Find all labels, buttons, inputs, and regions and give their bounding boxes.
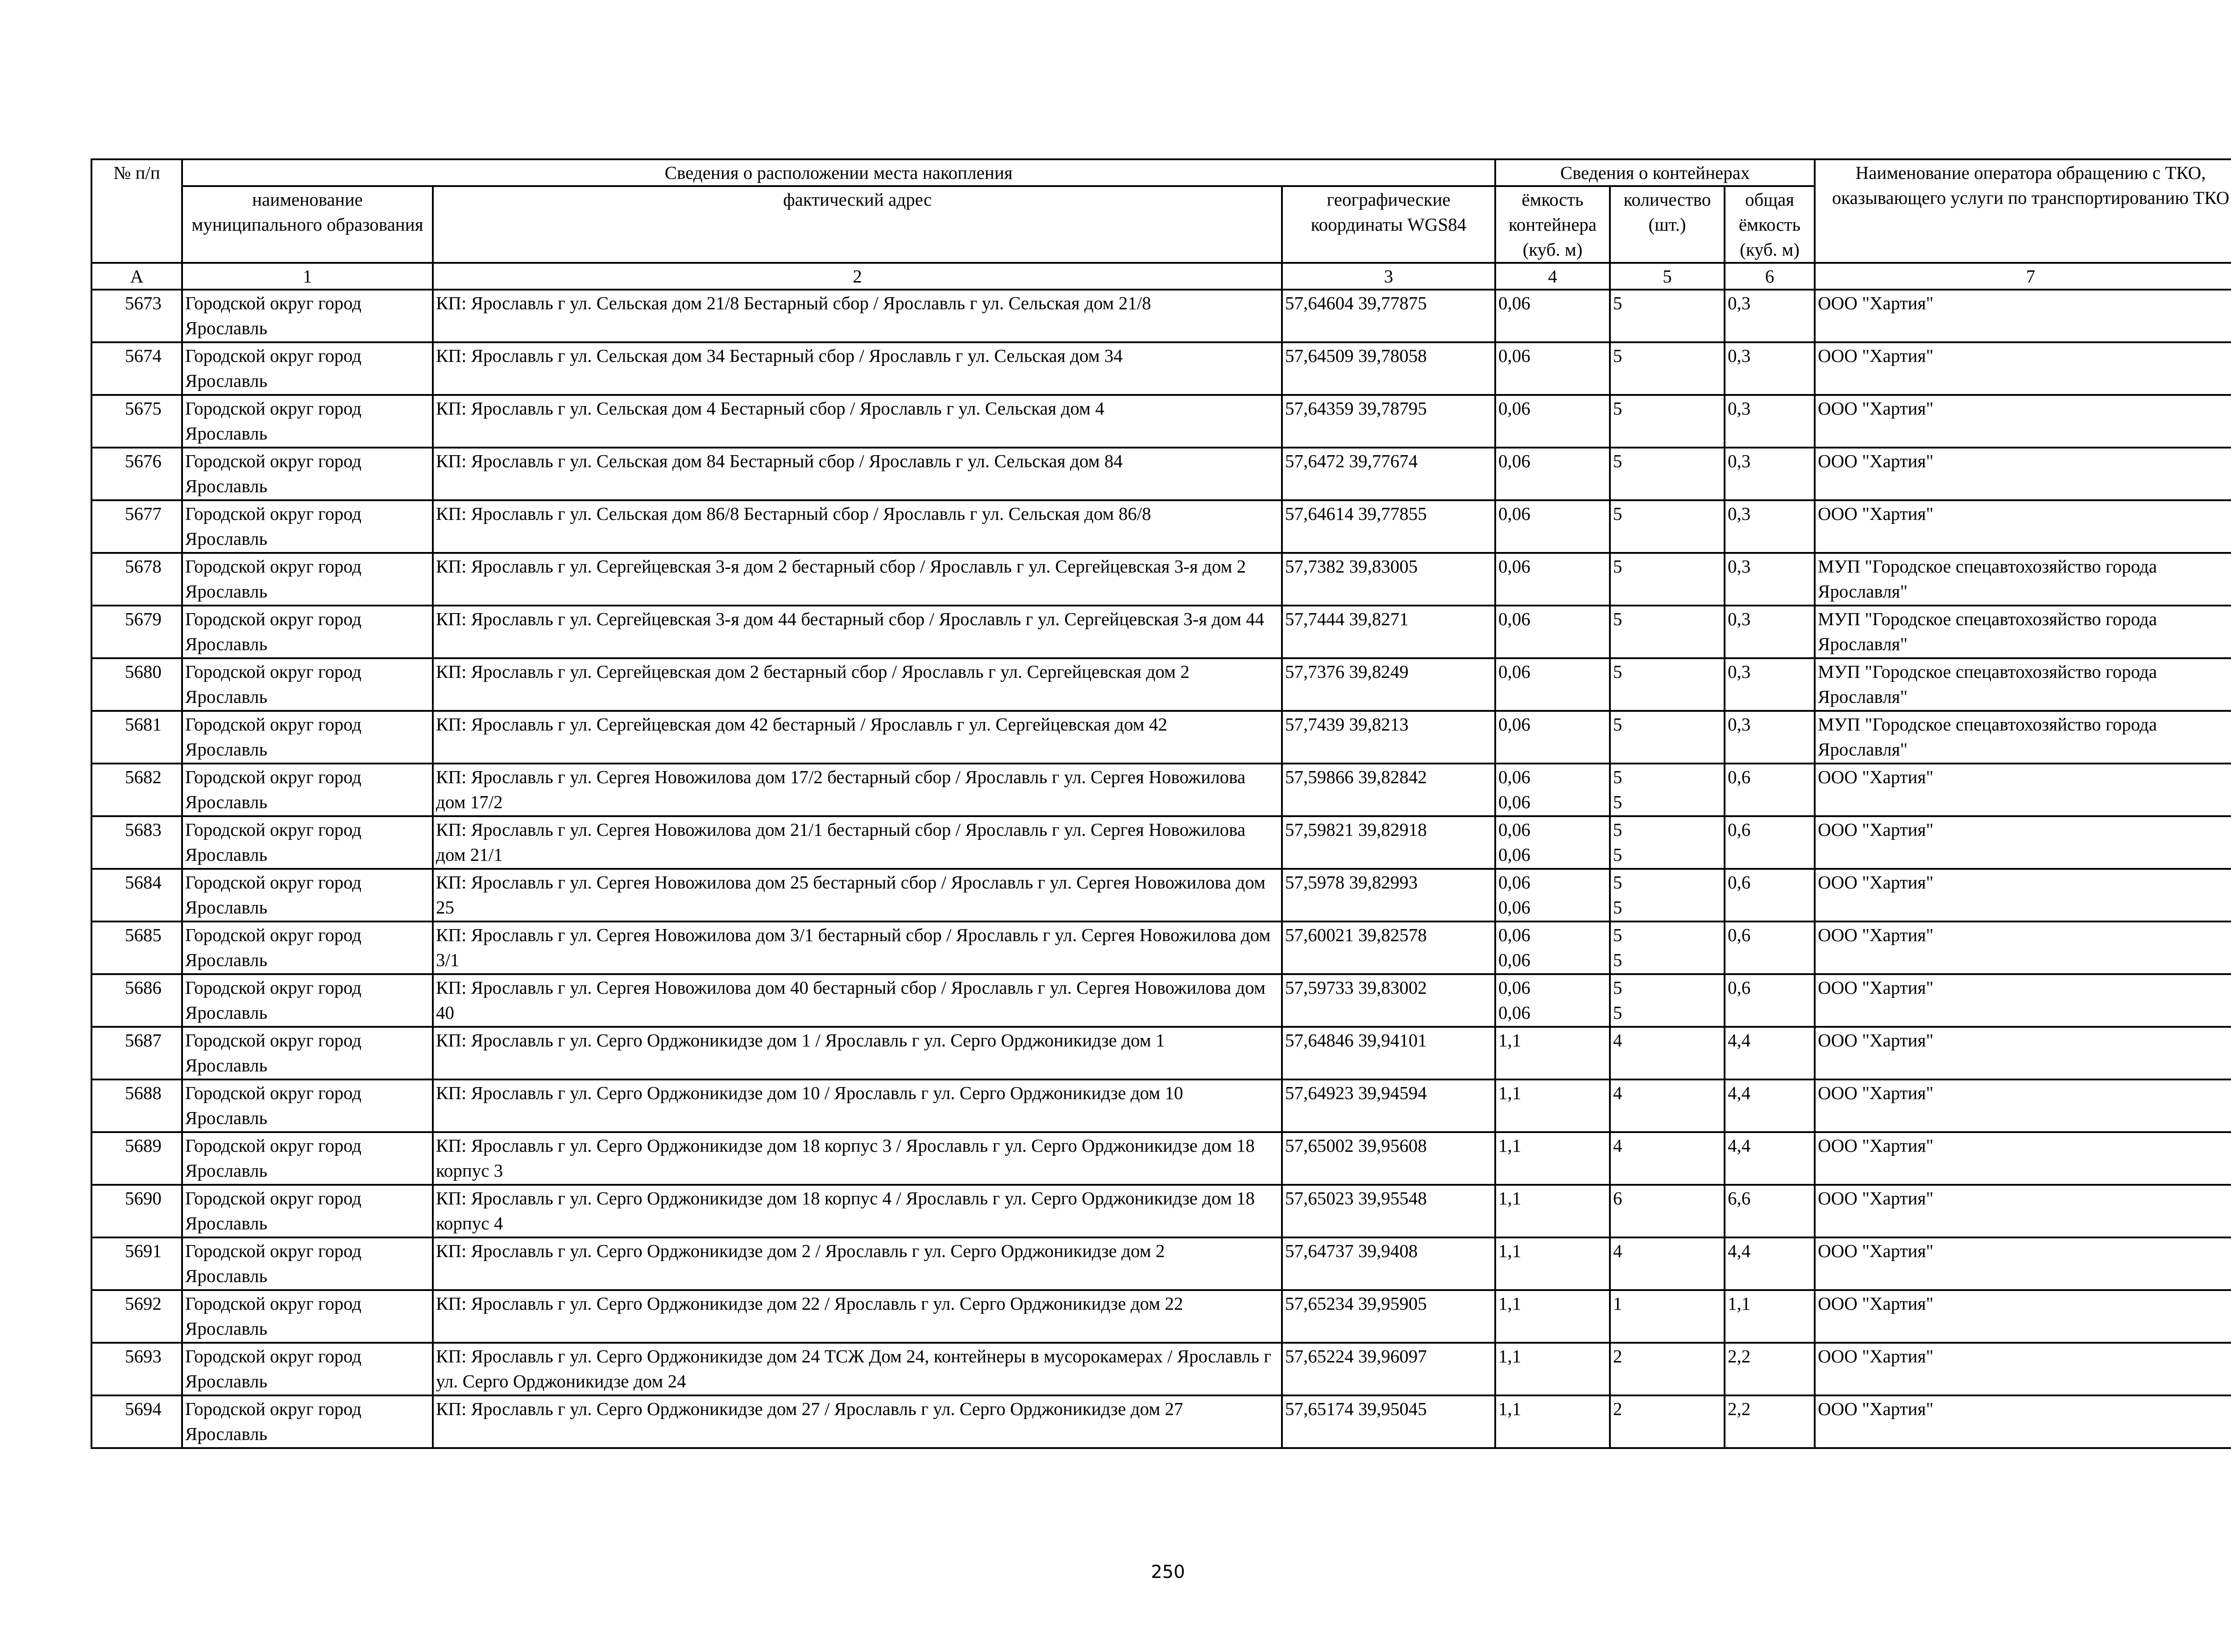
quantity-cell: 1 [1610, 1290, 1725, 1343]
row-number-cell: 5680 [91, 658, 182, 711]
operator-cell: МУП "Городское спецавтохозяйство города Ярославля" [1815, 658, 2231, 711]
coordinates-cell: 57,64604 39,77875 [1282, 290, 1495, 342]
municipality-cell: Городской округ город Ярославль [182, 606, 433, 658]
quantity-cell: 2 [1610, 1343, 1725, 1395]
municipality-cell: Городской округ город Ярославль [182, 816, 433, 869]
quantity-cell: 5 [1610, 290, 1725, 342]
row-number-cell: 5689 [91, 1132, 182, 1185]
quantity-cell: 5 5 [1610, 869, 1725, 921]
header-containers-group: Сведения о контейнерах [1495, 159, 1815, 186]
operator-cell: ООО "Хартия" [1815, 448, 2231, 500]
table-row [91, 711, 2231, 764]
table-row [91, 448, 2231, 500]
operator-cell: ООО "Хартия" [1815, 1132, 2231, 1185]
municipality-cell: Городской округ город Ярославль [182, 553, 433, 606]
coordinates-cell: 57,5978 39,82993 [1282, 869, 1495, 921]
address-cell: КП: Ярославль г ул. Сергейцевская дом 2 бестарный сбор / Ярославль г ул. Сергейцевская дом 2 [433, 658, 1282, 711]
header-coordinates: географические координаты WGS84 [1282, 186, 1495, 263]
quantity-cell: 6 [1610, 1185, 1725, 1237]
table-row [91, 395, 2231, 448]
total-capacity-cell: 0,3 [1725, 658, 1815, 711]
row-number-cell: 5682 [91, 764, 182, 816]
municipality-cell: Городской округ город Ярославль [182, 1079, 433, 1132]
total-capacity-cell: 4,4 [1725, 1132, 1815, 1185]
total-capacity-cell: 2,2 [1725, 1395, 1815, 1448]
total-capacity-cell: 0,3 [1725, 500, 1815, 553]
coordinates-cell: 57,60021 39,82578 [1282, 921, 1495, 974]
table-body [91, 290, 2231, 1448]
row-number-cell: 5681 [91, 711, 182, 764]
municipality-cell: Городской округ город Ярославль [182, 342, 433, 395]
table-row [91, 974, 2231, 1027]
row-number-cell: 5683 [91, 816, 182, 869]
capacity-cell: 0,06 [1495, 658, 1610, 711]
table-row [91, 290, 2231, 342]
total-capacity-cell: 6,6 [1725, 1185, 1815, 1237]
table-row [91, 1185, 2231, 1237]
column-index-cell: 5 [1610, 263, 1725, 290]
address-cell: КП: Ярославль г ул. Сельская дом 4 Бестарный сбор / Ярославль г ул. Сельская дом 4 [433, 395, 1282, 448]
operator-cell: ООО "Хартия" [1815, 1237, 2231, 1290]
table-header [91, 159, 2231, 290]
total-capacity-cell: 4,4 [1725, 1079, 1815, 1132]
address-cell: КП: Ярославль г ул. Сельская дом 21/8 Бестарный сбор / Ярославль г ул. Сельская дом 21/8 [433, 290, 1282, 342]
table-row [91, 816, 2231, 869]
capacity-cell: 0,06 [1495, 448, 1610, 500]
capacity-cell: 1,1 [1495, 1237, 1610, 1290]
capacity-cell: 1,1 [1495, 1290, 1610, 1343]
total-capacity-cell: 1,1 [1725, 1290, 1815, 1343]
address-cell: КП: Ярославль г ул. Серго Орджоникидзе дом 18 корпус 4 / Ярославль г ул. Серго Орджоникидзе дом 18 корпус 4 [433, 1185, 1282, 1237]
quantity-cell: 5 [1610, 606, 1725, 658]
municipality-cell: Городской округ город Ярославль [182, 974, 433, 1027]
quantity-cell: 5 [1610, 448, 1725, 500]
operator-cell: ООО "Хартия" [1815, 500, 2231, 553]
municipality-cell: Городской округ город Ярославль [182, 764, 433, 816]
capacity-cell: 0,06 0,06 [1495, 974, 1610, 1027]
table-row [91, 921, 2231, 974]
address-cell: КП: Ярославль г ул. Сергея Новожилова дом 21/1 бестарный сбор / Ярославль г ул. Сергея Новожилова дом 21/1 [433, 816, 1282, 869]
address-cell: КП: Ярославль г ул. Сельская дом 84 Бестарный сбор / Ярославль г ул. Сельская дом 84 [433, 448, 1282, 500]
row-number-cell: 5691 [91, 1237, 182, 1290]
capacity-cell: 0,06 [1495, 500, 1610, 553]
table-row [91, 1343, 2231, 1395]
row-number-cell: 5685 [91, 921, 182, 974]
header-location-group: Сведения о расположении места накопления [182, 159, 1495, 186]
header-operator: Наименование оператора обращению с ТКО, оказывающего услуги по транспортированию ТКО [1815, 159, 2231, 263]
quantity-cell: 5 [1610, 342, 1725, 395]
container-sites-table [91, 158, 2231, 1449]
column-index-cell: 3 [1282, 263, 1495, 290]
row-number-cell: 5692 [91, 1290, 182, 1343]
table-row [91, 500, 2231, 553]
capacity-cell: 1,1 [1495, 1395, 1610, 1448]
row-number-cell: 5674 [91, 342, 182, 395]
quantity-cell: 4 [1610, 1079, 1725, 1132]
municipality-cell: Городской округ город Ярославль [182, 658, 433, 711]
quantity-cell: 5 5 [1610, 764, 1725, 816]
coordinates-cell: 57,6472 39,77674 [1282, 448, 1495, 500]
capacity-cell: 1,1 [1495, 1185, 1610, 1237]
coordinates-cell: 57,64614 39,77855 [1282, 500, 1495, 553]
coordinates-cell: 57,64737 39,9408 [1282, 1237, 1495, 1290]
quantity-cell: 4 [1610, 1027, 1725, 1079]
row-number-cell: 5677 [91, 500, 182, 553]
address-cell: КП: Ярославль г ул. Сергея Новожилова дом 40 бестарный сбор / Ярославль г ул. Сергея Новожилова дом 40 [433, 974, 1282, 1027]
coordinates-cell: 57,7382 39,83005 [1282, 553, 1495, 606]
total-capacity-cell: 0,6 [1725, 764, 1815, 816]
municipality-cell: Городской округ город Ярославль [182, 1395, 433, 1448]
quantity-cell: 4 [1610, 1237, 1725, 1290]
header-municipality: наименование муниципального образования [182, 186, 433, 263]
operator-cell: МУП "Городское спецавтохозяйство города Ярославля" [1815, 606, 2231, 658]
address-cell: КП: Ярославль г ул. Серго Орджоникидзе дом 24 ТСЖ Дом 24, контейнеры в мусорокамерах / Ярославль г ул. Серго Орджоникидзе дом 24 [433, 1343, 1282, 1395]
table-row [91, 1237, 2231, 1290]
row-number-cell: 5684 [91, 869, 182, 921]
row-number-cell: 5673 [91, 290, 182, 342]
capacity-cell: 1,1 [1495, 1027, 1610, 1079]
header-row-number: № п/п [91, 159, 182, 263]
total-capacity-cell: 0,6 [1725, 869, 1815, 921]
total-capacity-cell: 0,3 [1725, 711, 1815, 764]
table-row [91, 553, 2231, 606]
column-index-cell: 6 [1725, 263, 1815, 290]
row-number-cell: 5675 [91, 395, 182, 448]
total-capacity-cell: 0,6 [1725, 974, 1815, 1027]
address-cell: КП: Ярославль г ул. Сергейцевская дом 42 бестарный / Ярославль г ул. Сергейцевская дом 42 [433, 711, 1282, 764]
capacity-cell: 1,1 [1495, 1132, 1610, 1185]
operator-cell: ООО "Хартия" [1815, 1079, 2231, 1132]
table-row [91, 606, 2231, 658]
operator-cell: ООО "Хартия" [1815, 816, 2231, 869]
coordinates-cell: 57,7444 39,8271 [1282, 606, 1495, 658]
total-capacity-cell: 0,3 [1725, 448, 1815, 500]
municipality-cell: Городской округ город Ярославль [182, 500, 433, 553]
coordinates-cell: 57,7376 39,8249 [1282, 658, 1495, 711]
operator-cell: ООО "Хартия" [1815, 1290, 2231, 1343]
address-cell: КП: Ярославль г ул. Сельская дом 34 Бестарный сбор / Ярославль г ул. Сельская дом 34 [433, 342, 1282, 395]
header-capacity: ёмкость контейнера (куб. м) [1495, 186, 1610, 263]
operator-cell: ООО "Хартия" [1815, 342, 2231, 395]
municipality-cell: Городской округ город Ярославль [182, 448, 433, 500]
row-number-cell: 5679 [91, 606, 182, 658]
header-address: фактический адрес [433, 186, 1282, 263]
total-capacity-cell: 4,4 [1725, 1237, 1815, 1290]
table-row [91, 658, 2231, 711]
capacity-cell: 1,1 [1495, 1079, 1610, 1132]
capacity-cell: 0,06 0,06 [1495, 921, 1610, 974]
row-number-cell: 5693 [91, 1343, 182, 1395]
table-row [91, 1395, 2231, 1448]
quantity-cell: 2 [1610, 1395, 1725, 1448]
address-cell: КП: Ярославль г ул. Серго Орджоникидзе дом 1 / Ярославль г ул. Серго Орджоникидзе дом 1 [433, 1027, 1282, 1079]
capacity-cell: 0,06 [1495, 290, 1610, 342]
operator-cell: ООО "Хартия" [1815, 764, 2231, 816]
coordinates-cell: 57,59866 39,82842 [1282, 764, 1495, 816]
row-number-cell: 5688 [91, 1079, 182, 1132]
capacity-cell: 0,06 [1495, 395, 1610, 448]
municipality-cell: Городской округ город Ярославль [182, 290, 433, 342]
quantity-cell: 5 5 [1610, 974, 1725, 1027]
coordinates-cell: 57,64509 39,78058 [1282, 342, 1495, 395]
coordinates-cell: 57,65174 39,95045 [1282, 1395, 1495, 1448]
operator-cell: ООО "Хартия" [1815, 1343, 2231, 1395]
municipality-cell: Городской округ город Ярославль [182, 869, 433, 921]
address-cell: КП: Ярославль г ул. Сергея Новожилова дом 25 бестарный сбор / Ярославль г ул. Сергея Новожилова дом 25 [433, 869, 1282, 921]
quantity-cell: 5 [1610, 711, 1725, 764]
address-cell: КП: Ярославль г ул. Серго Орджоникидзе дом 2 / Ярославль г ул. Серго Орджоникидзе дом 2 [433, 1237, 1282, 1290]
quantity-cell: 5 5 [1610, 816, 1725, 869]
operator-cell: ООО "Хартия" [1815, 290, 2231, 342]
operator-cell: ООО "Хартия" [1815, 1395, 2231, 1448]
row-number-cell: 5676 [91, 448, 182, 500]
quantity-cell: 5 [1610, 658, 1725, 711]
coordinates-cell: 57,59821 39,82918 [1282, 816, 1495, 869]
header-total-capacity: общая ёмкость (куб. м) [1725, 186, 1815, 263]
capacity-cell: 0,06 [1495, 553, 1610, 606]
municipality-cell: Городской округ город Ярославль [182, 395, 433, 448]
quantity-cell: 5 [1610, 500, 1725, 553]
quantity-cell: 5 [1610, 395, 1725, 448]
address-cell: КП: Ярославль г ул. Сергейцевская 3-я дом 44 бестарный сбор / Ярославль г ул. Сергейцевская 3-я дом 44 [433, 606, 1282, 658]
address-cell: КП: Ярославль г ул. Серго Орджоникидзе дом 18 корпус 3 / Ярославль г ул. Серго Орджоникидзе дом 18 корпус 3 [433, 1132, 1282, 1185]
table-row [91, 869, 2231, 921]
coordinates-cell: 57,65023 39,95548 [1282, 1185, 1495, 1237]
address-cell: КП: Ярославль г ул. Сергея Новожилова дом 3/1 бестарный сбор / Ярославль г ул. Сергея Новожилова дом 3/1 [433, 921, 1282, 974]
address-cell: КП: Ярославль г ул. Сельская дом 86/8 Бестарный сбор / Ярославль г ул. Сельская дом 86/8 [433, 500, 1282, 553]
operator-cell: МУП "Городское спецавтохозяйство города Ярославля" [1815, 553, 2231, 606]
column-index-cell: 2 [433, 263, 1282, 290]
quantity-cell: 5 [1610, 553, 1725, 606]
total-capacity-cell: 0,3 [1725, 553, 1815, 606]
operator-cell: ООО "Хартия" [1815, 921, 2231, 974]
coordinates-cell: 57,65224 39,96097 [1282, 1343, 1495, 1395]
total-capacity-cell: 0,6 [1725, 816, 1815, 869]
quantity-cell: 4 [1610, 1132, 1725, 1185]
address-cell: КП: Ярославль г ул. Сергея Новожилова дом 17/2 бестарный сбор / Ярославль г ул. Сергея Новожилова дом 17/2 [433, 764, 1282, 816]
coordinates-cell: 57,64846 39,94101 [1282, 1027, 1495, 1079]
row-number-cell: 5678 [91, 553, 182, 606]
operator-cell: ООО "Хартия" [1815, 395, 2231, 448]
total-capacity-cell: 0,3 [1725, 342, 1815, 395]
table-row [91, 1290, 2231, 1343]
total-capacity-cell: 0,3 [1725, 290, 1815, 342]
capacity-cell: 0,06 0,06 [1495, 816, 1610, 869]
capacity-cell: 1,1 [1495, 1343, 1610, 1395]
page-number: 250 [1151, 1562, 1185, 1582]
table-row [91, 1132, 2231, 1185]
municipality-cell: Городской округ город Ярославль [182, 1237, 433, 1290]
column-index-cell: 4 [1495, 263, 1610, 290]
table-row [91, 1079, 2231, 1132]
total-capacity-cell: 0,3 [1725, 606, 1815, 658]
capacity-cell: 0,06 0,06 [1495, 764, 1610, 816]
table-row [91, 342, 2231, 395]
address-cell: КП: Ярославль г ул. Серго Орджоникидзе дом 27 / Ярославль г ул. Серго Орджоникидзе дом 27 [433, 1395, 1282, 1448]
total-capacity-cell: 0,6 [1725, 921, 1815, 974]
capacity-cell: 0,06 0,06 [1495, 869, 1610, 921]
coordinates-cell: 57,7439 39,8213 [1282, 711, 1495, 764]
table-row [91, 1027, 2231, 1079]
address-cell: КП: Ярославль г ул. Серго Орджоникидзе дом 22 / Ярославль г ул. Серго Орджоникидзе дом 22 [433, 1290, 1282, 1343]
municipality-cell: Городской округ город Ярославль [182, 1132, 433, 1185]
operator-cell: ООО "Хартия" [1815, 869, 2231, 921]
header-quantity: количество (шт.) [1610, 186, 1725, 263]
operator-cell: ООО "Хартия" [1815, 1027, 2231, 1079]
address-cell: КП: Ярославль г ул. Сергейцевская 3-я дом 2 бестарный сбор / Ярославль г ул. Сергейцевская 3-я дом 2 [433, 553, 1282, 606]
column-index-cell: 7 [1815, 263, 2231, 290]
coordinates-cell: 57,64359 39,78795 [1282, 395, 1495, 448]
capacity-cell: 0,06 [1495, 711, 1610, 764]
address-cell: КП: Ярославль г ул. Серго Орджоникидзе дом 10 / Ярославль г ул. Серго Орджоникидзе дом 10 [433, 1079, 1282, 1132]
municipality-cell: Городской округ город Ярославль [182, 1185, 433, 1237]
municipality-cell: Городской округ город Ярославль [182, 1290, 433, 1343]
quantity-cell: 5 5 [1610, 921, 1725, 974]
total-capacity-cell: 2,2 [1725, 1343, 1815, 1395]
row-number-cell: 5687 [91, 1027, 182, 1079]
table-row [91, 764, 2231, 816]
municipality-cell: Городской округ город Ярославль [182, 1343, 433, 1395]
row-number-cell: 5686 [91, 974, 182, 1027]
row-number-cell: 5690 [91, 1185, 182, 1237]
operator-cell: ООО "Хартия" [1815, 1185, 2231, 1237]
capacity-cell: 0,06 [1495, 342, 1610, 395]
coordinates-cell: 57,65002 39,95608 [1282, 1132, 1495, 1185]
municipality-cell: Городской округ город Ярославль [182, 921, 433, 974]
municipality-cell: Городской округ город Ярославль [182, 1027, 433, 1079]
operator-cell: ООО "Хартия" [1815, 974, 2231, 1027]
column-index-cell: А [91, 263, 182, 290]
municipality-cell: Городской округ город Ярославль [182, 711, 433, 764]
coordinates-cell: 57,59733 39,83002 [1282, 974, 1495, 1027]
row-number-cell: 5694 [91, 1395, 182, 1448]
operator-cell: МУП "Городское спецавтохозяйство города Ярославля" [1815, 711, 2231, 764]
coordinates-cell: 57,64923 39,94594 [1282, 1079, 1495, 1132]
column-index-cell: 1 [182, 263, 433, 290]
total-capacity-cell: 4,4 [1725, 1027, 1815, 1079]
total-capacity-cell: 0,3 [1725, 395, 1815, 448]
coordinates-cell: 57,65234 39,95905 [1282, 1290, 1495, 1343]
column-index-row [91, 263, 2231, 290]
capacity-cell: 0,06 [1495, 606, 1610, 658]
